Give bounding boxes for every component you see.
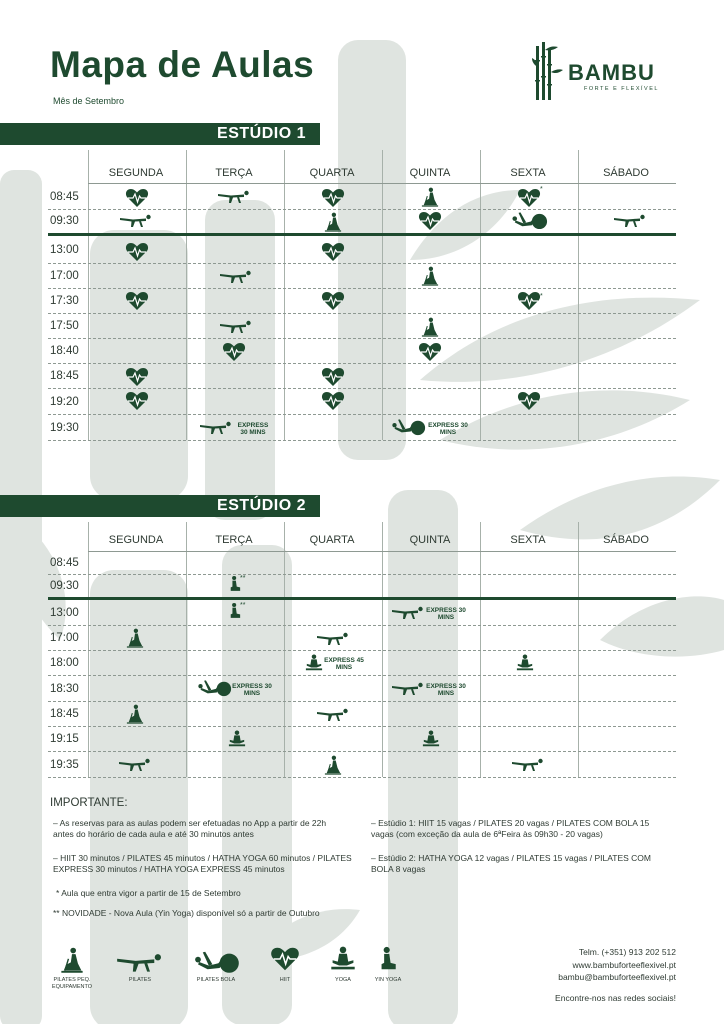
row-divider <box>48 574 676 575</box>
heart-pulse-icon <box>222 342 246 362</box>
heart-pulse-icon <box>418 342 442 362</box>
legend-label: HIIT <box>279 977 291 983</box>
pilates-ball-icon <box>390 418 426 436</box>
brand-name: BAMBU <box>568 60 655 85</box>
time-label: 09:30 <box>50 215 79 227</box>
pilates-equipment-icon <box>126 704 144 724</box>
heart-pulse-icon <box>321 242 345 262</box>
pilates-icon <box>215 190 253 204</box>
heart-pulse-icon <box>125 291 149 311</box>
row-divider <box>48 440 676 441</box>
time-label: 08:45 <box>50 191 79 203</box>
day-header: SÁBADO <box>603 534 649 546</box>
row-divider <box>48 209 676 210</box>
row-divider <box>48 288 676 289</box>
pilates-icon <box>611 214 649 228</box>
heart-pulse-icon <box>125 391 149 411</box>
heart-pulse-icon <box>321 367 345 387</box>
legend-label: YOGA <box>335 977 351 983</box>
day-header: TERÇA <box>215 167 253 179</box>
pilates-equipment-icon <box>421 187 439 207</box>
brand-tagline: FORTE E FLEXÍVEL <box>584 86 659 92</box>
heart-pulse-icon <box>125 367 149 387</box>
legend-label: PILATES <box>128 977 152 983</box>
column-divider <box>186 150 187 440</box>
header-rule <box>88 183 676 184</box>
time-label: 18:00 <box>50 657 79 669</box>
pilates-icon <box>217 270 255 284</box>
column-divider <box>480 150 481 440</box>
note-durations: – HIIT 30 minutos / PILATES 45 minutos / HATHA YOGA 60 minutos / PILATES EXPRESS 30 minutos / HATHA YOGA EXPRESS 45 minutos <box>53 853 352 874</box>
row-divider <box>48 313 676 314</box>
contact-website[interactable]: www.bambuforteeflexivel.pt <box>572 960 676 970</box>
time-label: 08:45 <box>50 557 79 569</box>
double-asterisk-marker: ** <box>240 575 246 582</box>
day-header: SEGUNDA <box>108 534 164 546</box>
heart-pulse-icon <box>418 211 442 231</box>
heart-pulse-icon <box>321 391 345 411</box>
pilates-equipment-icon <box>421 266 439 286</box>
pilates-icon <box>112 953 168 973</box>
yoga-icon <box>330 946 356 972</box>
pilates-ball-icon <box>196 679 232 697</box>
page-subtitle: Mês de Setembro <box>53 96 125 106</box>
day-header: QUARTA <box>309 167 355 179</box>
legend-label: YIN YOGA <box>374 977 402 983</box>
column-divider <box>382 150 383 440</box>
row-divider <box>48 388 676 389</box>
time-label: 13:00 <box>50 607 79 619</box>
page-title: Mapa de Aulas <box>50 44 315 85</box>
express-label: EXPRESS 30 MINS <box>426 607 466 621</box>
day-header: SEXTA <box>510 534 546 546</box>
pilates-icon <box>390 682 426 696</box>
express-label: EXPRESS 45 MINS <box>324 657 364 671</box>
heart-pulse-icon <box>270 946 300 972</box>
express-label: EXPRESS 30 MINS <box>232 683 272 697</box>
double-asterisk-marker: ** <box>240 602 246 609</box>
express-label: EXPRESS 30 MINS <box>237 422 269 436</box>
time-label: 18:45 <box>50 708 79 720</box>
day-header: SÁBADO <box>603 167 649 179</box>
time-label: 18:30 <box>50 683 79 695</box>
heart-pulse-icon <box>125 188 149 208</box>
day-header: QUINTA <box>409 534 451 546</box>
header-rule <box>88 551 676 552</box>
footnote-double-asterisk: ** NOVIDADE - Nova Aula (Yin Yoga) disponível só a partir de Outubro <box>53 908 320 918</box>
midday-divider <box>48 233 676 236</box>
row-divider <box>48 675 676 676</box>
time-label: 19:35 <box>50 759 79 771</box>
day-header: QUINTA <box>409 167 451 179</box>
time-label: 19:15 <box>50 733 79 745</box>
row-divider <box>48 263 676 264</box>
row-divider <box>48 414 676 415</box>
note-studio-1-capacity: – Estúdio 1: HIIT 15 vagas / PILATES 20 vagas / PILATES COM BOLA 15 vagas (com exceção da aula de 6ªFeira às 09h30 - 20 vagas) <box>371 818 650 839</box>
heart-pulse-icon <box>517 391 541 411</box>
time-label: 17:00 <box>50 632 79 644</box>
heart-pulse-icon <box>517 291 541 311</box>
studio-1-title: ESTÚDIO 1 <box>217 125 306 142</box>
yin-yoga-icon <box>379 946 397 972</box>
studio-2-banner <box>0 495 320 517</box>
time-label: 18:45 <box>50 370 79 382</box>
pilates-icon <box>117 758 153 772</box>
yoga-icon <box>227 730 247 748</box>
pilates-icon <box>217 320 255 334</box>
row-divider <box>48 338 676 339</box>
pilates-icon <box>390 606 426 620</box>
pilates-icon <box>510 758 546 772</box>
studio-1-banner <box>0 123 320 145</box>
day-header: TERÇA <box>215 534 253 546</box>
row-divider <box>48 751 676 752</box>
pilates-icon <box>198 421 234 435</box>
time-label: 18:40 <box>50 345 79 357</box>
row-divider <box>48 701 676 702</box>
pilates-equipment-icon <box>421 317 439 337</box>
footnote-asterisk: * Aula que entra vigor a partir de 15 de Setembro <box>56 888 241 898</box>
studio-2-title: ESTÚDIO 2 <box>217 497 306 514</box>
time-label: 13:00 <box>50 244 79 256</box>
pilates-equipment-icon <box>324 755 342 775</box>
important-title: IMPORTANTE: <box>50 797 128 809</box>
row-divider <box>48 726 676 727</box>
heart-pulse-icon <box>517 188 541 208</box>
note-studio-2-capacity: – Estúdio 2: HATHA YOGA 12 vagas / PILATES 15 vagas / PILATES COM BOLA 8 vagas <box>371 853 651 874</box>
express-label: EXPRESS 30 MINS <box>426 683 466 697</box>
pilates-equipment-icon <box>126 628 144 648</box>
pilates-icon <box>315 632 351 646</box>
pilates-icon <box>117 214 155 228</box>
time-label: 17:00 <box>50 270 79 282</box>
yoga-icon <box>515 654 535 672</box>
yoga-icon <box>304 654 324 672</box>
pilates-equipment-icon <box>324 212 342 232</box>
pilates-equipment-icon <box>60 947 84 973</box>
row-divider <box>48 650 676 651</box>
note-reservations: – As reservas para as aulas podem ser efetuadas no App a partir de 22h antes do horário de cada aula e até 30 minutos antes <box>53 818 327 839</box>
express-label: EXPRESS 30 MINS <box>428 422 468 436</box>
asterisk-marker: * <box>540 293 543 300</box>
social-callout: Encontre-nos nas redes sociais! <box>555 993 676 1003</box>
day-header: SEGUNDA <box>108 167 164 179</box>
pilates-ball-icon <box>192 950 240 974</box>
day-header: QUARTA <box>309 534 355 546</box>
yoga-icon <box>421 730 441 748</box>
heart-pulse-icon <box>321 291 345 311</box>
day-header: SEXTA <box>510 167 546 179</box>
legend-label: PILATES PEQ. EQUIPAMENTO <box>51 977 93 990</box>
asterisk-marker: * <box>540 186 543 193</box>
row-divider <box>48 363 676 364</box>
contact-email[interactable]: bambu@bambuforteeflexivel.pt <box>558 972 676 982</box>
heart-pulse-icon <box>125 242 149 262</box>
time-label: 17:30 <box>50 295 79 307</box>
time-label: 19:20 <box>50 396 79 408</box>
time-label: 09:30 <box>50 580 79 592</box>
column-divider <box>284 150 285 440</box>
time-label: 17:50 <box>50 320 79 332</box>
column-divider <box>578 150 579 440</box>
contact-phone: Telm. (+351) 913 202 512 <box>578 947 676 957</box>
row-divider <box>48 777 676 778</box>
row-divider <box>48 625 676 626</box>
legend-label: PILATES BOLA <box>196 977 236 983</box>
heart-pulse-icon <box>321 188 345 208</box>
midday-divider <box>48 597 676 600</box>
pilates-icon <box>315 708 351 722</box>
time-label: 19:30 <box>50 422 79 434</box>
pilates-ball-icon <box>510 211 548 230</box>
